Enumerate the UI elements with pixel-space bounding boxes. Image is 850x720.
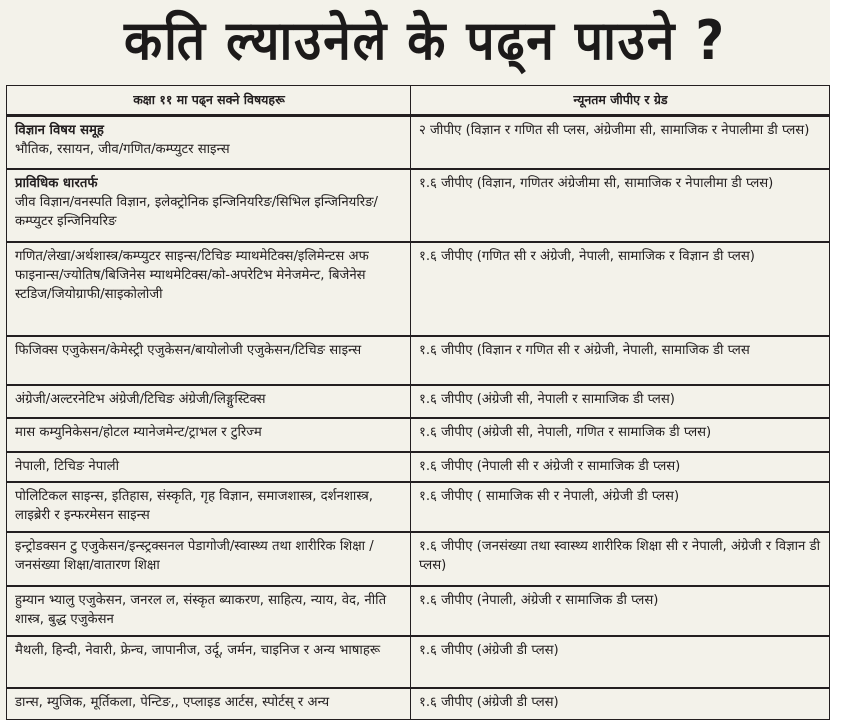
table-row [7, 169, 830, 242]
subjects-cell: गणित/लेखा/अर्थशास्त्र/कम्प्युटर साइन्स/टिचिङ म्याथमेटिक्स/इलिमेन्टस अफ फाइनान्स/ज्योतिष/बिजिनेस म्याथमेटिक्स/को-अपरेटिभ मेनेजमेन्ट, बिजेनेस स्टडिज/जियोग्राफी/साइकोलोजी [7, 242, 411, 336]
table-row [7, 418, 830, 452]
subjects-cell: पोलिटिकल साइन्स, इतिहास, संस्कृति, गृह विज्ञान, समाजशास्त्र, दर्शनशास्त्र, लाइब्रेरी र इन्फरमेसन साइन्स [7, 482, 411, 532]
gpa-cell: १.६ जीपीए (नेपाली सी र अंग्रेजी र सामाजिक डी प्लस) [411, 452, 830, 482]
gpa-cell: १.६ जीपीए (अंग्रेजी डी प्लस) [411, 688, 830, 720]
table-header-row [7, 86, 830, 116]
gpa-cell: १.६ जीपीए (नेपाली, अंग्रेजी र सामाजिक डी प्लस) [411, 586, 830, 636]
gpa-cell: १.६ जीपीए (विज्ञान र गणित सी र अंग्रेजी, नेपाली, सामाजिक डी प्लस [411, 336, 830, 385]
table-row [7, 452, 830, 482]
subjects-cell [7, 116, 411, 169]
table-row [7, 336, 830, 385]
page-title: कति ल्याउनेले के पढ्न पाउने ? [123, 9, 727, 72]
table-row [7, 242, 830, 336]
table-row [7, 385, 830, 418]
subjects-text: भौतिक, रसायन, जीव/गणित/कम्प्युटर साइन्स [15, 142, 230, 157]
subjects-cell: मैथली, हिन्दी, नेवारी, फ्रेन्च, जापानीज, उर्दू, जर्मन, चाइनिज र अन्य भाषाहरू [7, 636, 411, 688]
gpa-cell: १.६ जीपीए (अंग्रेजी सी, नेपाली र सामाजिक डी प्लस) [411, 385, 830, 418]
group-title: प्राविधिक धारतर्फ [15, 175, 98, 191]
table-row [7, 586, 830, 636]
subjects-cell: हुम्यान भ्यालु एजुकेसन, जनरल ल, संस्कृत ब्याकरण, साहित्य, न्याय, वेद, नीति शास्त्र, बुद्ध एजुकेसन [7, 586, 411, 636]
subjects-cell: डान्स, म्युजिक, मूर्तिकला, पेन्टिङ,, एप्लाइड आर्टस, स्पोर्टस् र अन्य [7, 688, 411, 720]
table-row [7, 532, 830, 586]
header-min-gpa: न्यूनतम जीपीए र ग्रेड [411, 86, 830, 116]
subjects-cell [7, 169, 411, 242]
table-row [7, 636, 830, 688]
page-margin [830, 0, 850, 720]
table-row [7, 482, 830, 532]
subjects-cell: अंग्रेजी/अल्टरनेटिभ अंग्रेजी/टिचिङ अंग्रेजी/लिङ्गुस्टिक्स [7, 385, 411, 418]
gpa-requirements-table [6, 85, 830, 720]
subjects-text: जीव विज्ञान/वनस्पति विज्ञान, इलेक्ट्रोनिक इन्जिनियरिङ/सिभिल इन्जिनियरिङ/कम्प्युटर इन्जिनियरिङ [15, 194, 378, 229]
subjects-cell: नेपाली, टिचिङ नेपाली [7, 452, 411, 482]
subjects-cell: इन्ट्रोडक्सन टु एजुकेसन/इन्स्ट्रक्सनल पेडागोजी/स्वास्थ्य तथा शारीरिक शिक्षा /जनसंख्या शिक्षा/वातारण शिक्षा [7, 532, 411, 586]
gpa-cell: १.६ जीपीए (अंग्रेजी डी प्लस) [411, 636, 830, 688]
gpa-cell: १.६ जीपीए (गणित सी र अंग्रेजी, नेपाली, सामाजिक र विज्ञान डी प्लस) [411, 242, 830, 336]
gpa-cell: २ जीपीए (विज्ञान र गणित सी प्लस, अंग्रेजीमा सी, सामाजिक र नेपालीमा डी प्लस) [411, 116, 830, 169]
gpa-cell: १.६ जीपीए (जनसंख्या तथा स्वास्थ्य शारीरिक शिक्षा सी र नेपाली, अंग्रेजी र विज्ञान डी प्लस) [411, 532, 830, 586]
subjects-cell: मास कम्युनिकेसन/होटल म्यानेजमेन्ट/ट्राभल र टुरिज्म [7, 418, 411, 452]
table-row [7, 116, 830, 169]
gpa-cell: १.६ जीपीए (विज्ञान, गणितर अंग्रेजीमा सी, सामाजिक र नेपालीमा डी प्लस) [411, 169, 830, 242]
group-title: विज्ञान विषय समूह [15, 123, 104, 138]
table-row [7, 688, 830, 720]
header-subjects: कक्षा ११ मा पढ्न सक्ने विषयहरू [7, 86, 411, 116]
gpa-cell: १.६ जीपीए (अंग्रेजी सी, नेपाली, गणित र सामाजिक डी प्लस) [411, 418, 830, 452]
subjects-cell: फिजिक्स एजुकेसन/केमेस्ट्री एजुकेसन/बायोलोजी एजुकेसन/टिचिङ साइन्स [7, 336, 411, 385]
gpa-cell: १.६ जीपीए ( सामाजिक सी र नेपाली, अंग्रेजी डी प्लस) [411, 482, 830, 532]
